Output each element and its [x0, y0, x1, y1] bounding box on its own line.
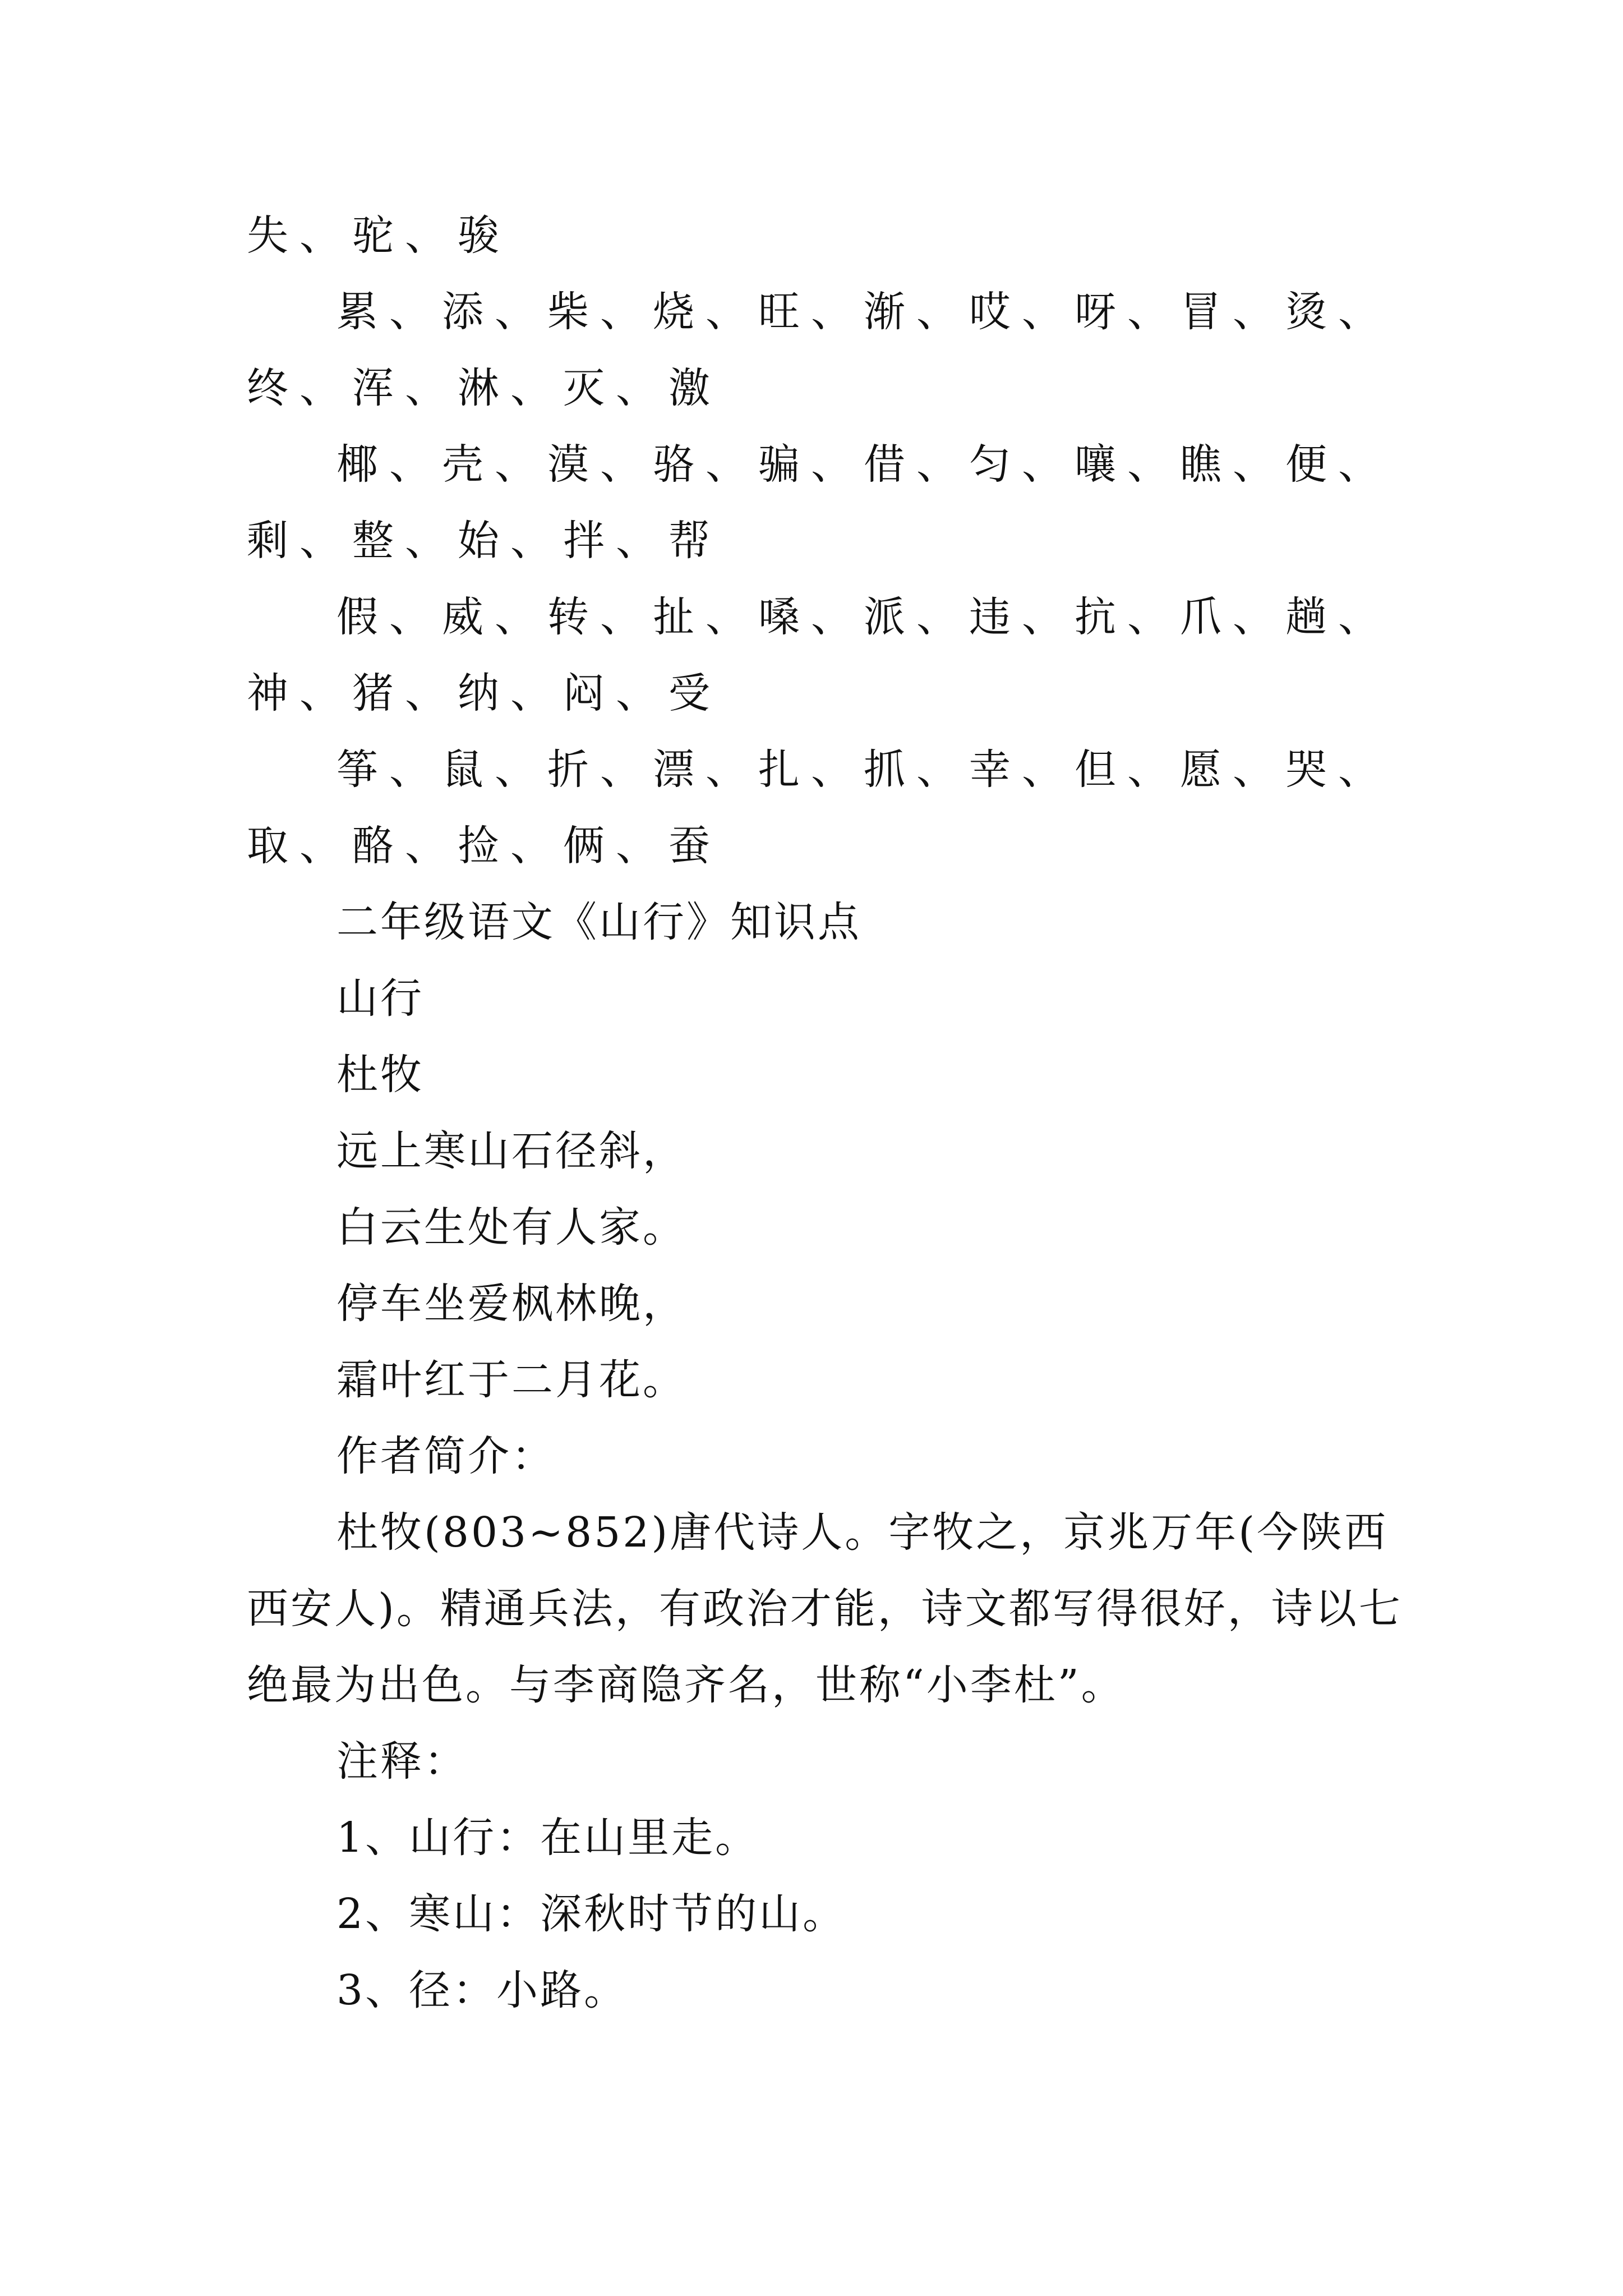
paragraph-vocab-continuation: 失、驼、骏 — [247, 211, 510, 260]
author-intro-heading: 作者简介： — [336, 1432, 555, 1480]
paragraph-vocab-row-2: 椰、壳、漠、骆、骗、借、匀、嚷、瞧、便、剩、整、始、拌、帮 — [247, 440, 1391, 565]
note-item-3: 3、径：小路。 — [336, 1966, 628, 2014]
notes-heading: 注释： — [336, 1737, 468, 1786]
document-body — [247, 197, 1413, 2028]
poem-line-2: 白云生处有人家。 — [336, 1203, 686, 1251]
note-item-1: 1、山行：在山里走。 — [336, 1814, 759, 1862]
poem-line-1: 远上寒山石径斜， — [336, 1127, 686, 1175]
poem-line-4: 霜叶红于二月花。 — [336, 1356, 686, 1404]
section-heading: 二年级语文《山行》知识点 — [336, 898, 861, 946]
note-item-2: 2、寒山：深秋时节的山。 — [336, 1890, 847, 1938]
poem-title: 山行 — [336, 974, 424, 1023]
poem-line-3: 停车坐爱枫林晚， — [336, 1280, 686, 1328]
paragraph-vocab-row-1: 累、添、柴、烧、旺、渐、哎、呀、冒、烫、终、浑、淋、灭、激 — [247, 288, 1391, 412]
poem-author: 杜牧 — [336, 1051, 424, 1099]
author-intro-text: 杜牧(803~852)唐代诗人。字牧之，京兆万年(今陕西西安人)。精通兵法，有政治才能，诗文都写得很好，诗以七绝最为出色。与李商隐齐名，世称“小李杜”。 — [247, 1508, 1403, 1709]
paragraph-vocab-row-3: 假、威、转、扯、嗓、派、违、抗、爪、趟、神、猪、纳、闷、受 — [247, 593, 1391, 717]
paragraph-vocab-row-4: 筝、鼠、折、漂、扎、抓、幸、但、愿、哭、取、酪、捡、俩、蚕 — [247, 746, 1391, 870]
